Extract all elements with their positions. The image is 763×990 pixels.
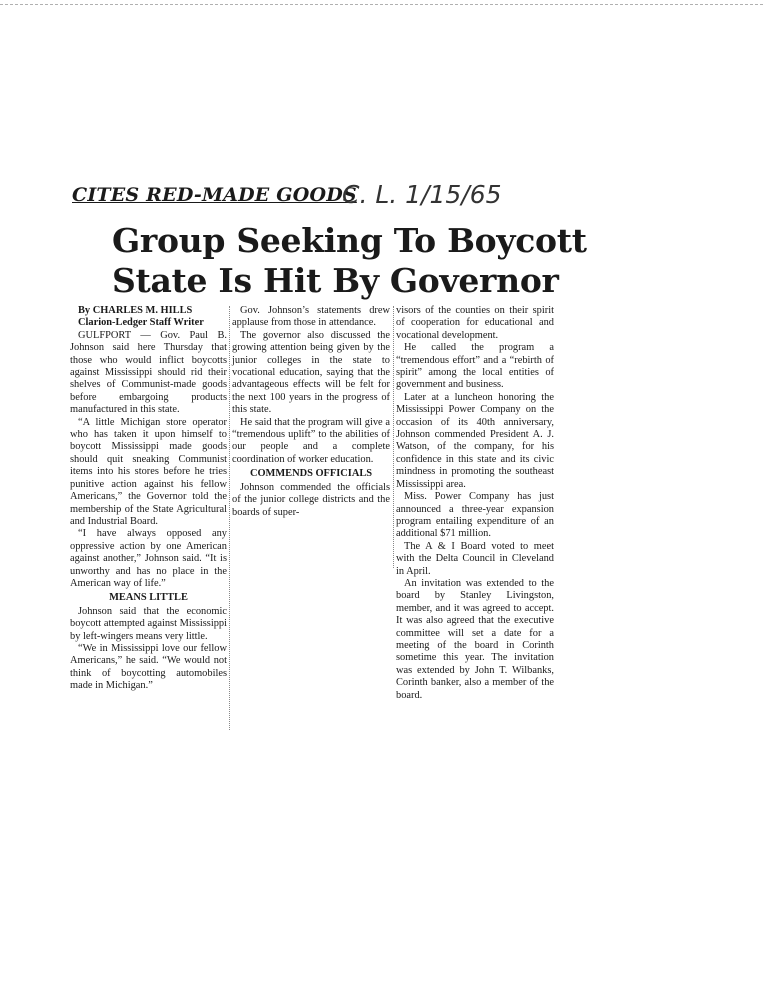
paragraph: The governor also discussed the growing attention being given by the junior colleges in the state to vocational education, saying that the advantageous effects will be felt for the next 100 years in the progress of this state. bbox=[232, 329, 390, 416]
perforated-edge bbox=[0, 0, 763, 5]
headline-line-2: State Is Hit By Governor bbox=[112, 261, 559, 300]
paragraph: “A little Michigan store operator who has taken it upon himself to boycott Mississippi made goods should quit sneaking Communist items into his stores before he tries punitive action against his fellow Americans,” the Governor told the membership of the State Agricultural and Industrial Board. bbox=[70, 416, 227, 527]
paragraph: Johnson commended the officials of the junior college districts and the boards of super- bbox=[232, 481, 390, 518]
column-rule-1 bbox=[229, 306, 230, 730]
paragraph: He called the program a “tremendous effort” and a “rebirth of spirit” among the local entities of government and business. bbox=[396, 342, 554, 391]
headline-line-1: Group Seeking To Boycott bbox=[112, 221, 587, 260]
subhead-means-little: MEANS LITTLE bbox=[109, 592, 188, 604]
handwritten-date-note: C. L. 1/15/65 bbox=[342, 180, 502, 209]
paragraph: Miss. Power Company has just announced a three-year expansion program entailing expenditure of an additional $71 million. bbox=[396, 491, 554, 540]
subhead-commends-officials: COMMENDS OFFICIALS bbox=[249, 468, 373, 480]
article-column-1 bbox=[70, 305, 227, 693]
column-rule-2 bbox=[393, 306, 394, 568]
paragraph: Gov. Johnson’s statements drew applause from those in attendance. bbox=[232, 305, 390, 329]
paragraph: GULFPORT — Gov. Paul B. Johnson said here Thursday that those who would inflict boycotts against Mississippi should rid their shelves of Communist-made goods before embargoing products manufactured in this state. bbox=[70, 329, 227, 416]
paragraph: An invitation was extended to the board by Stanley Livingston, member, and it was agreed to accept. It was also agreed that the executive committee will set a date for a meeting of the board in Corinth sometime this year. The invitation was extended by John T. Wilbanks, Corinth banker, also a member of the board. bbox=[396, 577, 554, 701]
paragraph: Later at a luncheon honoring the Mississippi Power Company on the occasion of its 40th anniversary, Johnson commended President A. J. Watson, of the company, for his confidence in this state and its civic mindness in promoting the southeast Mississippi area. bbox=[396, 391, 554, 490]
byline: By CHARLES M. HILLS bbox=[78, 305, 193, 316]
paragraph: visors of the counties on their spirit of cooperation for educational and vocational development. bbox=[396, 305, 554, 341]
staff-credit: Clarion-Ledger Staff Writer bbox=[78, 317, 204, 329]
article-column-2 bbox=[232, 305, 390, 519]
paragraph: “We in Mississippi love our fellow Americans,” he said. “We would not think of boycotting automobiles made in Michigan.” bbox=[70, 642, 227, 692]
paragraph: He said that the program will give a “tremendous uplift” to the abilities of our people and a complete coordination of worker education. bbox=[232, 416, 390, 465]
kicker-headline: CITES RED-MADE GOODS bbox=[72, 184, 357, 206]
paragraph: “I have always opposed any oppressive action by one American against another,” Johnson said. “It is unworthy and has no place in the American way of life.” bbox=[70, 528, 227, 589]
paragraph: Johnson said that the economic boycott attempted against Mississippi by left-wingers means very little. bbox=[70, 605, 227, 642]
article-column-3 bbox=[396, 305, 554, 702]
paragraph: The A & I Board voted to meet with the Delta Council in Cleveland in April. bbox=[396, 540, 554, 577]
